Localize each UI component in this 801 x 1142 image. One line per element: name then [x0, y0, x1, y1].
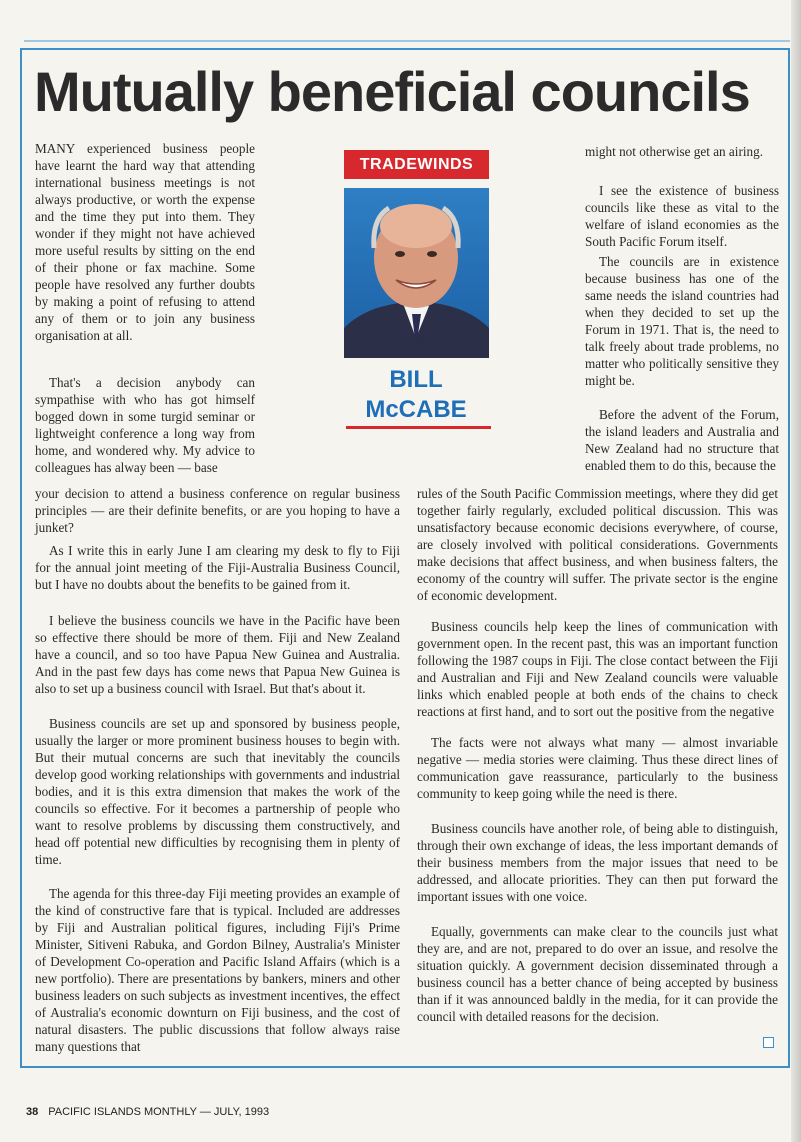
- right-body-paragraph-1: rules of the South Pacific Commission meetings, where they did get together fairly regularly, excluded political discussion. This was unsatisfactory because economic decisions everywhere, of course, are closely involved with political considerations. Governments make decisions that affect business, and when business falters, the economy of the country will suffer. The private sector is the engine of economic development.: [417, 486, 778, 603]
- page-footer: [26, 1106, 269, 1118]
- headline: Mutually beneficial councils: [34, 60, 750, 123]
- left-body-paragraph-5: The agenda for this three-day Fiji meeting provides an example of the kind of constructive fare that is typical. Included are addresses by Fiji and Australian political figures, including Fiji's Prime Minister, Sitiveni Rabuka, and Gordon Bilney, Australia's Minister of Development Co-operation and Pacific Island Affairs (which is a new portfolio). There are presentations by bankers, miners and other business leaders on such subjects as investment incentives, the effect of Australia's economic downturn on Fiji business, and the cost of natural disasters. The public discussions that follow always raise many questions that: [35, 886, 400, 1054]
- right-col-paragraph-2: I see the existence of business councils like these as vital to the welfare of island economies as the South Pacific Forum itself.: [585, 183, 779, 249]
- portrait-illustration: [344, 188, 489, 358]
- right-col-paragraph-3: The councils are in existence because business has one of the same needs the island countries had when they decided to set up the Forum in 1971. That is, the need to talk freely about trade problems, no matter who politically sensitive they might be.: [585, 254, 779, 388]
- right-body-paragraph-3: The facts were not always what many — almost invariable negative — media stories were claiming. Thus these direct lines of communication gave reassurance, particularly to the business community to keep going while the need is there.: [417, 735, 778, 801]
- byline-first-name: BILL: [389, 366, 443, 393]
- author-photo: [344, 188, 489, 358]
- left-body-paragraph-4: Business councils are set up and sponsored by business people, usually the larger or more prominent business houses to begin with. But their mutual concerns are such that inevitably the councils develop good working relationships with governments and industrial bodies, and it is this extra dimension that makes the work of the councils so effective. For it becomes a partnership of people who want to resolve problems by discussing them constructively, and head off potential new difficulties by recognising them in plenty of time.: [35, 716, 400, 867]
- left-col-paragraph-2: That's a decision anybody can sympathise with who has got himself bogged down in some turgid seminar or lightweight conference a long way from home, and wondered why. My advice to colleagues has alway been — base: [35, 375, 255, 475]
- page-edge: [791, 0, 801, 1142]
- page-number: 38: [26, 1106, 39, 1118]
- right-body-paragraph-2: Business councils help keep the lines of communication with government open. In the recent past, this was an important function following the 1987 coups in Fiji. The close contact between the Fiji and Australian and Fiji and New Zealand councils were valuable links which enabled people at both ends of the chains to check reactions at first hand, and to sort out the positive from the negative: [417, 619, 778, 719]
- byline-rule: [346, 426, 491, 429]
- left-body-paragraph-2: As I write this in early June I am clearing my desk to fly to Fiji for the annual joint meeting of the Fiji-Australia Business Council, but I have no doubts about the benefits to be gained from it.: [35, 543, 400, 592]
- top-strip: [0, 0, 801, 46]
- publication-line: PACIFIC ISLANDS MONTHLY — JULY, 1993: [48, 1106, 270, 1118]
- top-rule: [24, 40, 790, 42]
- left-body-paragraph-3: I believe the business councils we have in the Pacific have been so effective there should be more of them. Fiji and New Zealand have a council, and so too have Papua New Guinea and Australia. And in the past few days has come news that Papua New Guinea is also to set up a business council with Israel. But that's about it.: [35, 613, 400, 696]
- right-col-paragraph-1: might not otherwise get an airing.: [585, 144, 763, 159]
- left-body-paragraph-1: your decision to attend a business conference on regular business principles — are their definite benefits, or are you hoping to have a junket?: [35, 486, 400, 535]
- tradewinds-banner: TRADEWINDS: [344, 150, 489, 179]
- right-body-paragraph-4: Business councils have another role, of being able to distinguish, through their own exchange of ideas, the less important demands of their business members from the major issues that need to be addressed, and allocate priorities. They can then put forward the important issues with one voice.: [417, 821, 778, 904]
- end-of-article-mark: [763, 1037, 774, 1048]
- right-col-paragraph-4: Before the advent of the Forum, the island leaders and Australia and New Zealand had no structure that enabled them to do this, because the: [585, 407, 779, 473]
- right-body-paragraph-5: Equally, governments can make clear to the councils just what they are, and are not, prepared to do over an issue, and resolve the situation quickly. A government decision disseminated through a business council has a better chance of being accepted by business than if it was announced baldly in the media, for it can provide the council with detailed reasons for the decision.: [417, 924, 778, 1024]
- left-col-paragraph-1: MANY experienced business people have learnt the hard way that attending international business meetings is not always productive, or worth the expense and the time they put into them. They wonder if they might not have achieved more useful results by sitting on the end of their phone or fax machine. Some people have resolved any further doubts by making a point of refusing to attend any of them or to join any business organisation at all.: [35, 141, 255, 343]
- byline-last-name: McCABE: [365, 396, 467, 423]
